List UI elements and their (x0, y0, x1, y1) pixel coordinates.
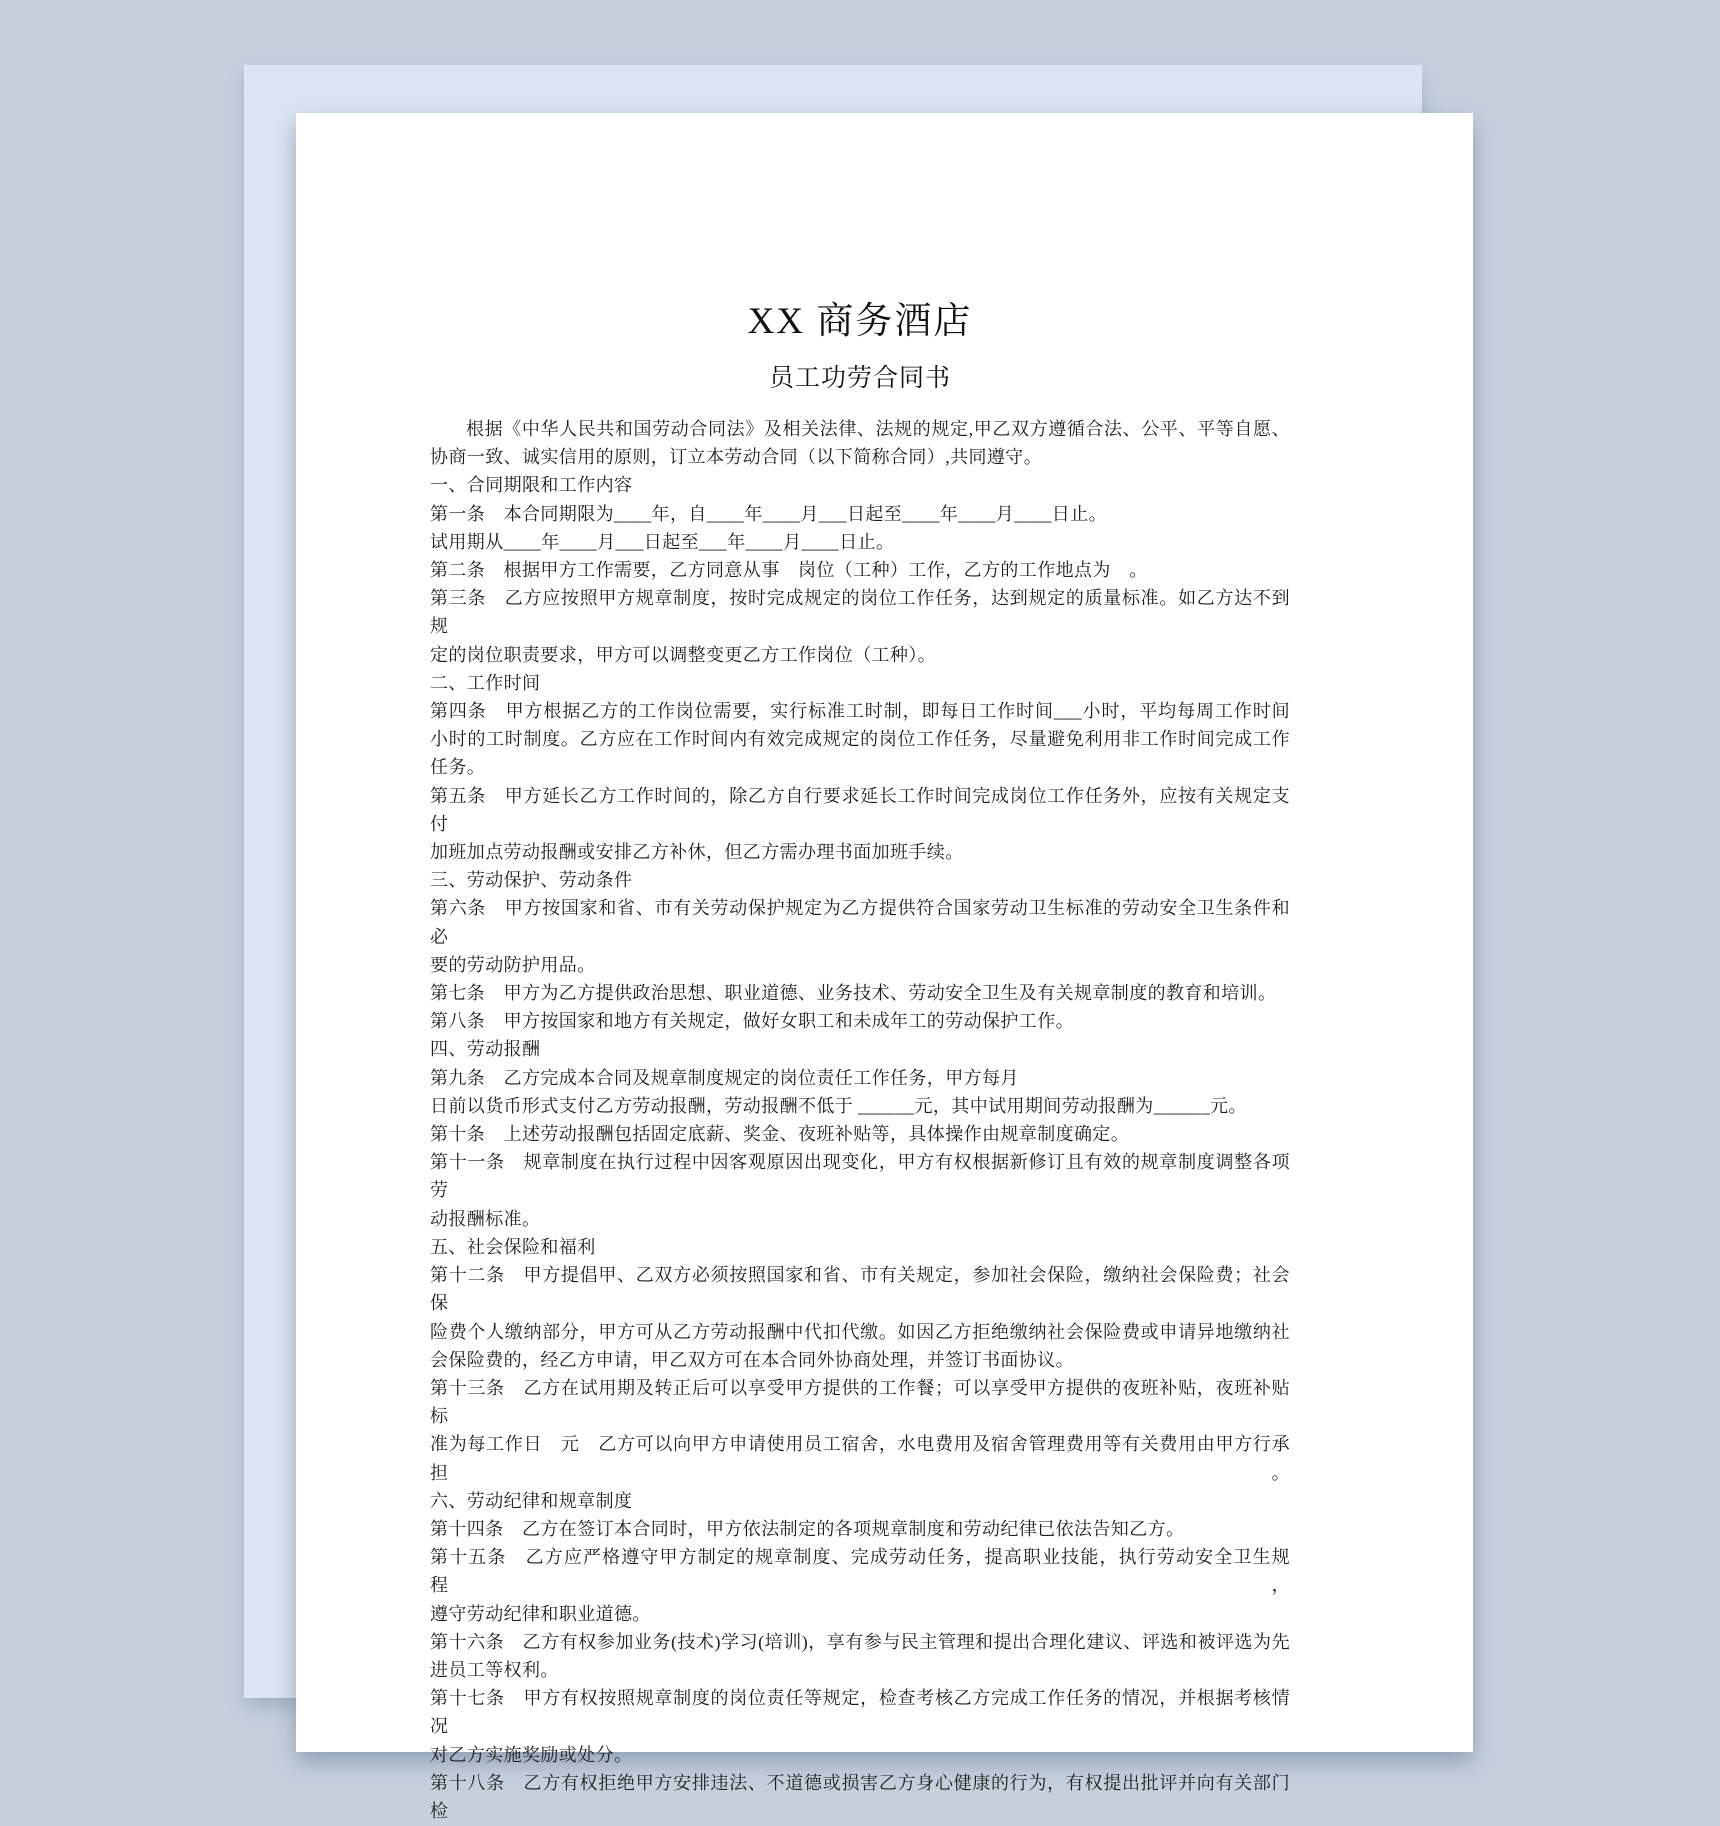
contract-line: 第十七条 甲方有权按照规章制度的岗位责任等规定，检查考核乙方完成工作任务的情况，并根据考核情况 (430, 1688, 1290, 1737)
contract-line: 四、劳动报酬 (430, 1039, 541, 1060)
contract-line: 进员工等权利。 (430, 1659, 559, 1680)
contract-line: 第十一条 规章制度在执行过程中因客观原因出现变化，甲方有权根据新修订且有效的规章制度调整各项劳 (430, 1152, 1290, 1201)
contract-line: 第十三条 乙方在试用期及转正后可以享受甲方提供的工作餐；可以享受甲方提供的夜班补贴，夜班补贴标 (430, 1377, 1290, 1427)
contract-line: 第六条 甲方按国家和省、市有关劳动保护规定为乙方提供符合国家劳动卫生标准的劳动安全卫生条件和必 (430, 898, 1290, 947)
contract-line: 第九条 乙方完成本合同及规章制度规定的岗位责任工作任务，甲方每月 (430, 1067, 1019, 1088)
contract-page (296, 113, 1473, 1821)
contract-line: 试用期从____年____月___日起至___年____月____日止。 (430, 531, 895, 552)
contract-line: 定的岗位职责要求，甲方可以调整变更乙方工作岗位（工种）。 (430, 644, 937, 665)
contract-line: 一、合同期限和工作内容 (430, 475, 633, 496)
contract-line: 第三条 乙方应按照甲方规章制度，按时完成规定的岗位工作任务，达到规定的质量标准。如乙方达不到规 (430, 588, 1290, 637)
contract-body (430, 415, 1290, 1825)
contract-line: 加班加点劳动报酬或安排乙方补休，但乙方需办理书面加班手续。 (430, 842, 964, 863)
contract-line: 第十条 上述劳动报酬包括固定底薪、奖金、夜班补贴等，具体操作由规章制度确定。 (430, 1124, 1130, 1145)
contract-line: 对乙方实施奖励或处分。 (430, 1744, 633, 1765)
contract-line: 三、劳动保护、劳动条件 (430, 870, 633, 891)
contract-line: 第十六条 乙方有权参加业务(技术)学习(培训)，享有参与民主管理和提出合理化建议、评选和被评选为先 (430, 1631, 1290, 1652)
contract-line: 第十八条 乙方有权拒绝甲方安排违法、不道德或损害乙方身心健康的行为，有权提出批评并向有关部门检 (430, 1772, 1290, 1821)
contract-line: 第十四条 乙方在签订本合同时，甲方依法制定的各项规章制度和劳动纪律已依法告知乙方。 (430, 1518, 1185, 1539)
contract-line: 协商一致、诚实信用的原则，订立本劳动合同（以下简称合同）,共同遵守。 (430, 447, 1043, 468)
contract-line: 五、社会保险和福利 (430, 1236, 596, 1257)
contract-line: 准为每工作日 元 乙方可以向甲方申请使用员工宿舍，水电费用及宿舍管理费用等有关费用由甲方行承担。 (430, 1434, 1290, 1483)
page-subtitle: 员工功劳合同书 (768, 365, 951, 392)
contract-line: 第五条 甲方延长乙方工作时间的，除乙方自行要求延长工作时间完成岗位工作任务外，应按有关规定支付 (430, 785, 1290, 834)
contract-line: 六、劳动纪律和规章制度 (430, 1490, 633, 1511)
contract-content (430, 113, 1290, 1825)
contract-line: 小时的工时制度。乙方应在工作时间内有效完成规定的岗位工作任务，尽量避免利用非工作时间完成工作 (430, 729, 1290, 750)
contract-line: 第十二条 甲方提倡甲、乙双方必须按照国家和省、市有关规定，参加社会保险，缴纳社会保险费；社会保 (430, 1265, 1290, 1314)
contract-line: 根据《中华人民共和国劳动合同法》及相关法律、法规的规定,甲乙双方遵循合法、公平、平等自愿、 (466, 419, 1290, 439)
contract-line: 会保险费的，经乙方申请，甲乙双方可在本合同外协商处理，并签订书面协议。 (430, 1349, 1074, 1370)
contract-line: 二、工作时间 (430, 672, 541, 693)
contract-line: 第七条 甲方为乙方提供政治思想、职业道德、业务技术、劳动安全卫生及有关规章制度的教育和培训。 (430, 983, 1277, 1004)
contract-line: 第一条 本合同期限为____年，自____年____月___日起至____年____月____日止。 (430, 503, 1107, 524)
contract-line: 要的劳动防护用品。 (430, 954, 596, 975)
contract-line: 遵守劳动纪律和职业道德。 (430, 1603, 651, 1624)
contract-line: 第二条 根据甲方工作需要，乙方同意从事 岗位（工种）工作，乙方的工作地点为 。 (430, 560, 1148, 581)
page-title: XX 商务酒店 (747, 301, 973, 342)
contract-line: 任务。 (430, 757, 486, 778)
contract-line: 动报酬标准。 (430, 1208, 541, 1229)
contract-line: 第四条 甲方根据乙方的工作岗位需要，实行标准工时制，即每日工作时间___小时，平均每周工作时间 (430, 701, 1290, 722)
contract-line: 第十五条 乙方应严格遵守甲方制定的规章制度、完成劳动任务，提高职业技能，执行劳动安全卫生规程， (430, 1547, 1290, 1596)
contract-line: 险费个人缴纳部分，甲方可从乙方劳动报酬中代扣代缴。如因乙方拒绝缴纳社会保险费或申请异地缴纳社 (430, 1321, 1290, 1342)
contract-line: 第八条 甲方按国家和地方有关规定，做好女职工和未成年工的劳动保护工作。 (430, 1011, 1074, 1032)
contract-line: 日前以货币形式支付乙方劳动报酬，劳动报酬不低于 ______元，其中试用期间劳动报酬为______元。 (430, 1095, 1247, 1116)
